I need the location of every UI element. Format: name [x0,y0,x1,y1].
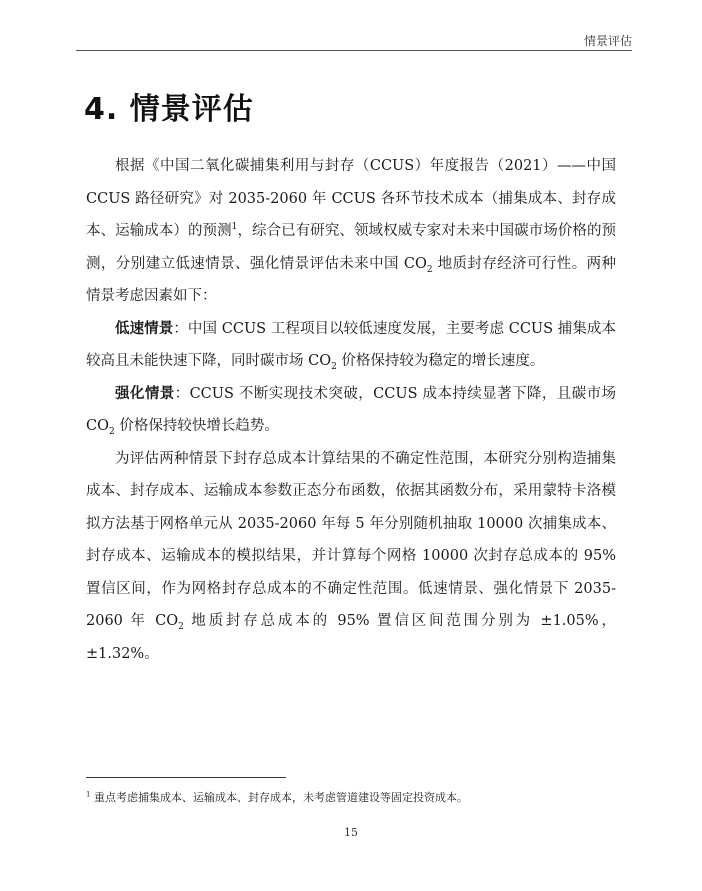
page-number: 15 [344,826,358,839]
section-title: 4. 情景评估 [84,92,254,127]
enhanced-label: 强化情景 [115,385,175,402]
paragraph-enhanced: 强化情景：CCUS 不断实现技术突破，CCUS 成本持续显著下降，且碳市场 $CO_2$ 价格保持较快增长趋势。 [86,385,616,437]
paragraph-intro: 根据《中国二氧化碳捕集利用与封存（CCUS）年度报告（2021）——中国 CCUS 路径研究》对 2035-2060 年 CCUS 各环节技术成本（捕集成本、封存成本、运输成本）的预测$^1$，综合已有研究、领域权威专家对未来中国碳市场价格的预测，分别建立低速情景、强化情景评估未来中国 $CO_2$ 地质封存经济可行性。两种情景考虑因素如下： [86,158,617,304]
footnote-divider [86,777,286,778]
paragraph-uncertainty: 为评估两种情景下封存总成本计算结果的不确定性范围，本研究分别构造捕集成本、封存成本、运输成本参数正态分布函数，依据其函数分布，采用蒙特卡洛模拟方法基于网格单元从 2035-2060 年每 5 年分别随机抽取 10000 次捕集成本、封存成本、运输成本的模拟结果，并计算每个网格 10000 次封存总成本的 95% 置信区间，作为网格封存总成本的不确定性范围。低速情景、强化情景下 2035-2060 年 $CO_2$ 地质封存总成本的 95% 置信区间范围分别为 ±1.05%，±1.32%。 [86,450,616,662]
footnote-mark: 1 [86,790,91,799]
body-text [86,150,616,670]
running-header [76,32,632,51]
low-speed-label: 低速情景 [115,320,174,337]
footnote-text: 重点考虑捕集成本、运输成本、封存成本，未考虑管道建设等固定投资成本。 [90,791,468,804]
footnote [86,789,468,805]
paragraph-low-speed: 低速情景：中国 CCUS 工程项目以较低速度发展，主要考虑 CCUS 捕集成本较高且未能快速下降，同时碳市场 $CO_2$ 价格保持较为稳定的增长速度。 [86,320,617,372]
footnote-ref[interactable]: 1 [231,222,238,233]
running-header-title: 情景评估 [583,34,632,48]
